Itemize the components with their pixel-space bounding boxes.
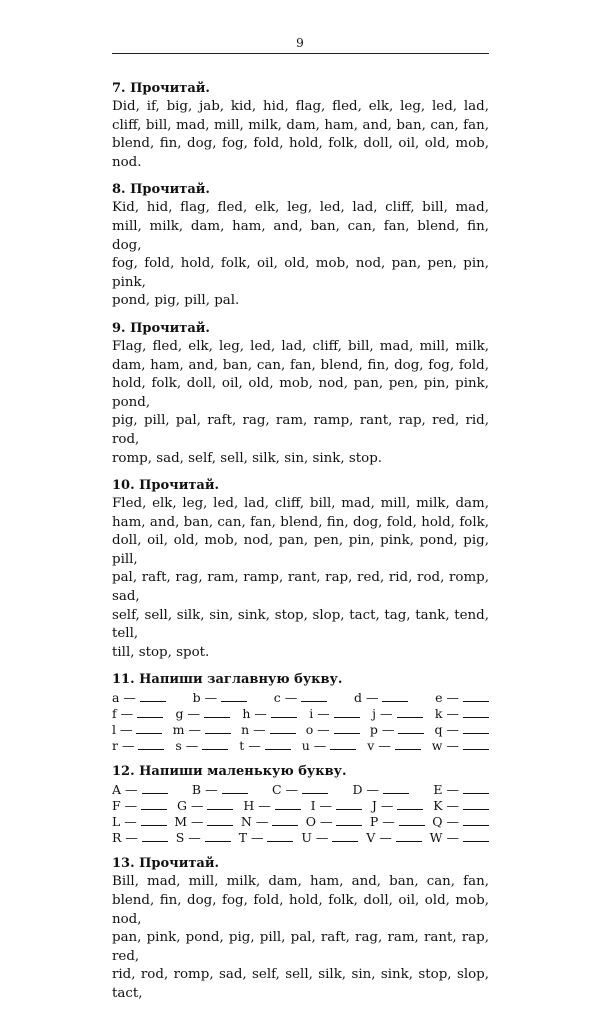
answer-blank bbox=[275, 800, 301, 810]
answer-blank bbox=[301, 692, 327, 702]
answer-blank bbox=[221, 692, 247, 702]
letter-prompt bbox=[435, 706, 489, 722]
answer-blank bbox=[140, 692, 166, 702]
letter-prompt bbox=[311, 798, 362, 814]
lowercase-letter-grid bbox=[112, 782, 489, 846]
answer-blank bbox=[463, 740, 489, 750]
letter-row bbox=[112, 830, 489, 846]
exercise-11 bbox=[112, 671, 489, 754]
letter-label: u — bbox=[301, 738, 327, 754]
text-line: Flag, fled, elk, leg, led, lad, cliff, bill, mad, mill, milk, bbox=[112, 338, 489, 354]
letter-label: L — bbox=[112, 814, 137, 830]
letter-prompt bbox=[241, 722, 296, 738]
letter-label: s — bbox=[175, 738, 199, 754]
letter-label: g — bbox=[175, 706, 200, 722]
letter-prompt bbox=[370, 814, 425, 830]
answer-blank bbox=[136, 724, 162, 734]
letter-label: f — bbox=[112, 706, 134, 722]
answer-blank bbox=[207, 800, 233, 810]
exercise-title: 7. Прочитай. bbox=[112, 81, 210, 96]
letter-label: Q — bbox=[432, 814, 459, 830]
letter-label: R — bbox=[112, 830, 138, 846]
letter-label: W — bbox=[429, 830, 459, 846]
exercise-title: 8. Прочитай. bbox=[112, 182, 210, 198]
letter-label: A — bbox=[112, 782, 138, 798]
answer-blank bbox=[267, 832, 293, 842]
letter-prompt bbox=[274, 690, 327, 706]
letter-prompt bbox=[192, 782, 248, 798]
letter-prompt bbox=[352, 782, 408, 798]
letter-label: M — bbox=[174, 814, 204, 830]
letter-label: J — bbox=[371, 798, 394, 814]
answer-blank bbox=[142, 832, 168, 842]
letter-prompt bbox=[366, 830, 422, 846]
answer-blank bbox=[222, 784, 248, 794]
answer-blank bbox=[395, 740, 421, 750]
letter-label: a — bbox=[112, 690, 136, 706]
text-line: hold, folk, doll, oil, old, mob, nod, pan, pen, pin, pink, pond, bbox=[112, 376, 489, 410]
letter-label: K — bbox=[433, 798, 460, 814]
answer-blank bbox=[397, 708, 423, 718]
letter-label: r — bbox=[112, 738, 135, 754]
answer-blank bbox=[336, 800, 362, 810]
letter-row bbox=[112, 782, 489, 798]
letter-prompt bbox=[367, 738, 421, 754]
page-number: 9 bbox=[296, 36, 304, 50]
text-line: blend, fin, dog, fog, fold, hold, folk, doll, oil, old, mob, nod. bbox=[112, 136, 489, 170]
letter-label: O — bbox=[305, 814, 333, 830]
answer-blank bbox=[398, 724, 424, 734]
answer-blank bbox=[272, 816, 298, 826]
text-line: pond, pig, pill, pal. bbox=[112, 293, 240, 309]
exercise-8 bbox=[112, 181, 489, 311]
answer-blank bbox=[138, 740, 164, 750]
letter-label: I — bbox=[310, 798, 332, 814]
letter-label: B — bbox=[191, 782, 218, 798]
text-line: till, stop, spot. bbox=[112, 644, 210, 660]
header-rule bbox=[112, 53, 489, 54]
letter-label: d — bbox=[353, 690, 379, 706]
letter-prompt bbox=[173, 722, 231, 738]
exercise-13 bbox=[112, 855, 489, 1003]
letter-prompt bbox=[176, 706, 230, 722]
text-line: Bill, mad, mill, milk, dam, ham, and, ban, can, fan, bbox=[112, 874, 489, 890]
letter-prompt bbox=[176, 830, 231, 846]
text-line: Kid, hid, flag, fled, elk, leg, led, lad, cliff, bill, mad, bbox=[112, 200, 489, 216]
answer-blank bbox=[302, 784, 328, 794]
uppercase-letter-grid bbox=[112, 690, 489, 754]
answer-blank bbox=[141, 800, 167, 810]
letter-label: P — bbox=[369, 814, 395, 830]
answer-blank bbox=[399, 816, 425, 826]
letter-prompt bbox=[112, 798, 167, 814]
text-line: dam, ham, and, ban, can, fan, blend, fin, dog, fog, fold, bbox=[112, 357, 489, 373]
answer-blank bbox=[396, 832, 422, 842]
letter-label: T — bbox=[238, 830, 264, 846]
text-line: Did, if, big, jab, kid, hid, flag, fled, elk, leg, led, lad, bbox=[112, 99, 489, 114]
letter-prompt bbox=[432, 738, 489, 754]
letter-prompt bbox=[433, 798, 489, 814]
letter-label: w — bbox=[431, 738, 459, 754]
letter-prompt bbox=[309, 706, 359, 722]
letter-prompt bbox=[239, 830, 294, 846]
letter-prompt bbox=[433, 782, 489, 798]
answer-blank bbox=[204, 708, 230, 718]
letter-row bbox=[112, 798, 489, 814]
letter-label: C — bbox=[272, 782, 299, 798]
letter-prompt bbox=[177, 798, 233, 814]
letter-label: e — bbox=[435, 690, 460, 706]
letter-label: U — bbox=[301, 830, 329, 846]
answer-blank bbox=[141, 816, 167, 826]
letter-prompt bbox=[372, 798, 423, 814]
answer-blank bbox=[336, 816, 362, 826]
text-line: ham, and, ban, can, fan, blend, fin, dog, fold, hold, folk, bbox=[112, 514, 489, 530]
answer-blank bbox=[332, 832, 358, 842]
text-line: pan, pink, pond, pig, pill, pal, raft, rag, ram, rant, rap, red, bbox=[112, 930, 489, 964]
letter-label: n — bbox=[241, 722, 266, 738]
letter-label: h — bbox=[242, 706, 267, 722]
answer-blank bbox=[334, 724, 360, 734]
text-line: pal, raft, rag, ram, ramp, rant, rap, red, rid, rod, romp, sad, bbox=[112, 570, 489, 605]
text-line: Fled, elk, leg, led, lad, cliff, bill, mad, mill, milk, dam, bbox=[112, 496, 489, 512]
answer-blank bbox=[463, 832, 489, 842]
exercise-10 bbox=[112, 477, 489, 662]
letter-label: F — bbox=[112, 798, 138, 814]
answer-blank bbox=[382, 692, 408, 702]
text-line: romp, sad, self, sell, silk, sin, sink, stop. bbox=[112, 450, 383, 466]
letter-label: D — bbox=[352, 782, 379, 798]
answer-blank bbox=[205, 724, 231, 734]
answer-blank bbox=[205, 832, 231, 842]
letter-prompt bbox=[306, 814, 363, 830]
letter-prompt bbox=[432, 814, 489, 830]
text-line: cliff, bill, mad, mill, milk, dam, ham, and, ban, can, fan, bbox=[112, 117, 489, 133]
letter-prompt bbox=[112, 782, 168, 798]
letter-row bbox=[112, 722, 489, 738]
letter-label: c — bbox=[273, 690, 298, 706]
letter-prompt bbox=[435, 690, 489, 706]
letter-prompt bbox=[112, 814, 167, 830]
letter-prompt bbox=[354, 690, 408, 706]
exercise-title: 10. Прочитай. bbox=[112, 478, 219, 494]
letter-prompt bbox=[243, 798, 300, 814]
letter-prompt bbox=[241, 814, 298, 830]
answer-blank bbox=[334, 708, 360, 718]
letter-prompt bbox=[430, 830, 489, 846]
page-content bbox=[112, 80, 489, 1013]
letter-label: i — bbox=[309, 706, 330, 722]
answer-blank bbox=[463, 708, 489, 718]
letter-label: p — bbox=[369, 722, 395, 738]
letter-prompt bbox=[242, 706, 297, 722]
answer-blank bbox=[397, 800, 423, 810]
exercise-9 bbox=[112, 320, 489, 468]
letter-row bbox=[112, 690, 489, 706]
exercise-title: 11. Напиши заглавную букву. bbox=[112, 672, 343, 688]
text-line: mill, milk, dam, ham, and, ban, can, fan, blend, fin, dog, bbox=[112, 218, 489, 253]
answer-blank bbox=[330, 740, 356, 750]
answer-blank bbox=[270, 724, 296, 734]
answer-blank bbox=[202, 740, 228, 750]
letter-prompt bbox=[301, 830, 358, 846]
answer-blank bbox=[142, 784, 168, 794]
text-line: doll, oil, old, mob, nod, pan, pen, pin, pink, pond, pig, pill, bbox=[112, 533, 489, 567]
letter-prompt bbox=[112, 722, 162, 738]
letter-prompt bbox=[112, 830, 168, 846]
answer-blank bbox=[463, 724, 489, 734]
letter-prompt bbox=[306, 722, 360, 738]
letter-label: v — bbox=[367, 738, 391, 754]
letter-label: G — bbox=[177, 798, 204, 814]
letter-row bbox=[112, 814, 489, 830]
letter-label: l — bbox=[112, 722, 133, 738]
letter-prompt bbox=[112, 690, 166, 706]
letter-prompt bbox=[174, 814, 233, 830]
letter-prompt bbox=[175, 738, 228, 754]
exercise-12 bbox=[112, 763, 489, 846]
letter-row bbox=[112, 706, 489, 722]
text-line: rid, rod, romp, sad, self, sell, silk, sin, sink, stop, slop, tact, bbox=[112, 967, 489, 1001]
answer-blank bbox=[271, 708, 297, 718]
answer-blank bbox=[265, 740, 291, 750]
answer-blank bbox=[463, 800, 489, 810]
answer-blank bbox=[463, 784, 489, 794]
letter-label: q — bbox=[434, 722, 460, 738]
letter-label: b — bbox=[192, 690, 218, 706]
letter-prompt bbox=[193, 690, 247, 706]
text-line: self, sell, silk, sin, sink, stop, slop, tact, tag, tank, tend, tell, bbox=[112, 607, 489, 642]
answer-blank bbox=[463, 816, 489, 826]
text-line: fog, fold, hold, folk, oil, old, mob, nod, pan, pen, pin, pink, bbox=[112, 256, 489, 290]
text-line: blend, fin, dog, fog, fold, hold, folk, doll, oil, old, mob, nod, bbox=[112, 893, 489, 927]
letter-prompt bbox=[435, 722, 489, 738]
letter-prompt bbox=[372, 706, 422, 722]
letter-row bbox=[112, 738, 489, 754]
letter-label: S — bbox=[175, 830, 201, 846]
letter-label: k — bbox=[434, 706, 459, 722]
letter-prompt bbox=[302, 738, 357, 754]
answer-blank bbox=[463, 692, 489, 702]
letter-prompt bbox=[239, 738, 290, 754]
exercise-title: 12. Напиши маленькую букву. bbox=[112, 764, 347, 780]
exercise-7 bbox=[112, 80, 489, 172]
letter-label: V — bbox=[366, 830, 392, 846]
letter-label: m — bbox=[172, 722, 201, 738]
letter-label: N — bbox=[240, 814, 269, 830]
letter-label: j — bbox=[372, 706, 393, 722]
letter-prompt bbox=[112, 738, 164, 754]
letter-label: t — bbox=[239, 738, 261, 754]
answer-blank bbox=[137, 708, 163, 718]
letter-label: E — bbox=[433, 782, 459, 798]
letter-prompt bbox=[112, 706, 163, 722]
answer-blank bbox=[383, 784, 409, 794]
letter-label: o — bbox=[305, 722, 330, 738]
letter-label: H — bbox=[243, 798, 271, 814]
text-line: pig, pill, pal, raft, rag, ram, ramp, rant, rap, red, rid, rod, bbox=[112, 413, 489, 447]
exercise-title: 13. Прочитай. bbox=[112, 856, 219, 872]
exercise-title: 9. Прочитай. bbox=[112, 320, 210, 336]
letter-prompt bbox=[272, 782, 328, 798]
letter-prompt bbox=[370, 722, 424, 738]
answer-blank bbox=[207, 816, 233, 826]
